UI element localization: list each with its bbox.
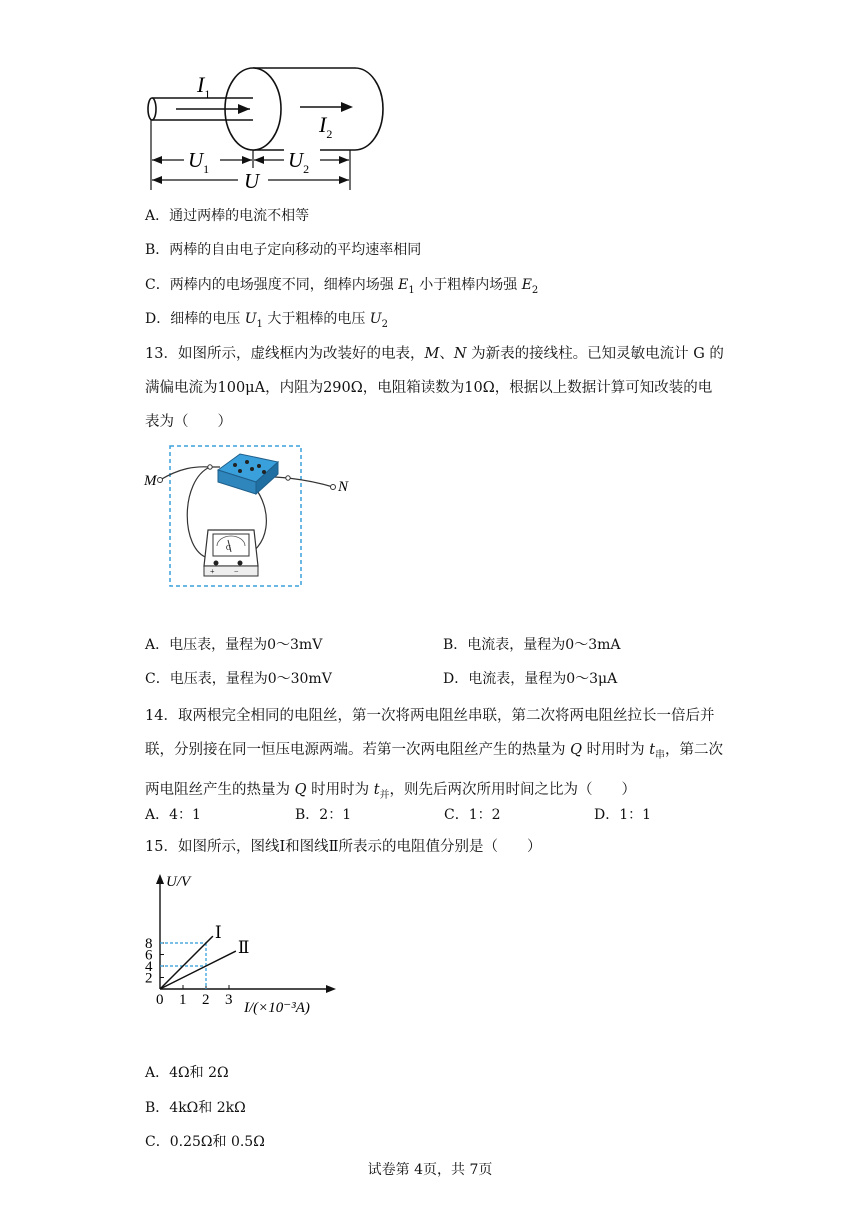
- x-axis-arrow: [326, 985, 336, 993]
- label-m: M: [144, 473, 157, 489]
- q15-option-a: A．4Ω和 2Ω: [145, 1065, 229, 1081]
- x-tick-label: 3: [225, 992, 233, 1008]
- series-label-1: Ⅰ: [214, 923, 222, 943]
- meter-circuit-figure: [140, 440, 370, 595]
- q14-stem: 14．取两根完全相同的电阻丝，第一次将两电阻丝串联，第二次将两电阻丝拉长一倍后并联，分别接在同一恒压电源两端。若第一次两电阻丝产生的热量为 Q 时用时为 $t_串$，第二次两电阻丝产生的热量为 Q 时用时为 $t_并$，则先后两次所用时间之比为（ ）: [145, 708, 724, 801]
- q15-option-c: C．0.25Ω和 0.5Ω: [145, 1134, 265, 1150]
- q13-option-d: D．电流表，量程为0～3μA: [443, 671, 618, 687]
- q13-stem: 13．如图所示，虚线框内为改装好的电表，M、N 为新表的接线柱。已知灵敏电流计 G 的满偏电流为100μA，内阻为290Ω，电阻箱读数为10Ω，根据以上数据计算可知改装的电表为（ ）: [145, 346, 724, 430]
- svg-text:−: −: [234, 567, 239, 576]
- series-label-2: Ⅱ: [237, 938, 250, 958]
- q15-option-b: B．4kΩ和 2kΩ: [145, 1100, 246, 1116]
- u1-label: $U_1$: [188, 148, 210, 176]
- terminal-n: [331, 485, 336, 490]
- y-axis-arrow: [156, 874, 164, 884]
- q14-option-a: A．4：1: [145, 807, 201, 823]
- i2-label: $I_2$: [319, 112, 333, 141]
- q14-option-b: B．2：1: [295, 807, 352, 823]
- q15-stem: 15．如图所示，图线Ⅰ和图线Ⅱ所表示的电阻值分别是（ ）: [145, 839, 542, 855]
- q14-option-d: D．1：1: [594, 807, 652, 823]
- series-line-1: [160, 936, 213, 989]
- x-tick-label: 2: [202, 992, 210, 1008]
- page-footer: 试卷第 4页，共 7页: [367, 1162, 493, 1178]
- svg-text:G: G: [226, 544, 232, 552]
- y-tick-label: 2: [145, 970, 153, 987]
- u-label: U: [244, 169, 260, 193]
- q13-option-a: A．电压表，量程为0～3mV: [145, 637, 323, 653]
- x-tick-label: 1: [179, 992, 187, 1008]
- label-n: N: [338, 479, 349, 495]
- q12-option-b: B．两棒的自由电子定向移动的平均速率相同: [145, 242, 422, 258]
- q12-option-a: A．通过两棒的电流不相等: [145, 208, 310, 224]
- u2-label: $U_2$: [288, 148, 310, 176]
- y-tick-label: 4: [145, 959, 153, 975]
- q14-option-c: C．1：2: [444, 807, 501, 823]
- y-tick-label: 8: [145, 936, 153, 952]
- x-tick-label: 0: [156, 992, 164, 1008]
- series-line-2: [160, 951, 236, 989]
- svg-text:+: +: [210, 567, 215, 576]
- x-axis-label: I/(×10⁻³A): [244, 1000, 310, 1016]
- q13-option-b: B．电流表，量程为0～3mA: [443, 637, 621, 653]
- q12-option-d: D．细棒的电压 $U_1$ 大于粗棒的电压 $U_2$: [145, 311, 388, 330]
- terminal-m: [158, 478, 163, 483]
- q12-option-c: C．两棒内的电场强度不同，细棒内场强 $E_1$ 小于粗棒内场强 $E_2$: [145, 277, 539, 296]
- y-tick-label: 6: [145, 947, 153, 964]
- i1-label: $I_1$: [197, 72, 211, 101]
- y-axis-label: U/V: [166, 874, 191, 890]
- q13-option-c: C．电压表，量程为0～30mV: [145, 671, 332, 687]
- ui-chart: [140, 866, 340, 1024]
- galvanometer: [204, 530, 258, 576]
- two-rods-figure: [140, 60, 400, 195]
